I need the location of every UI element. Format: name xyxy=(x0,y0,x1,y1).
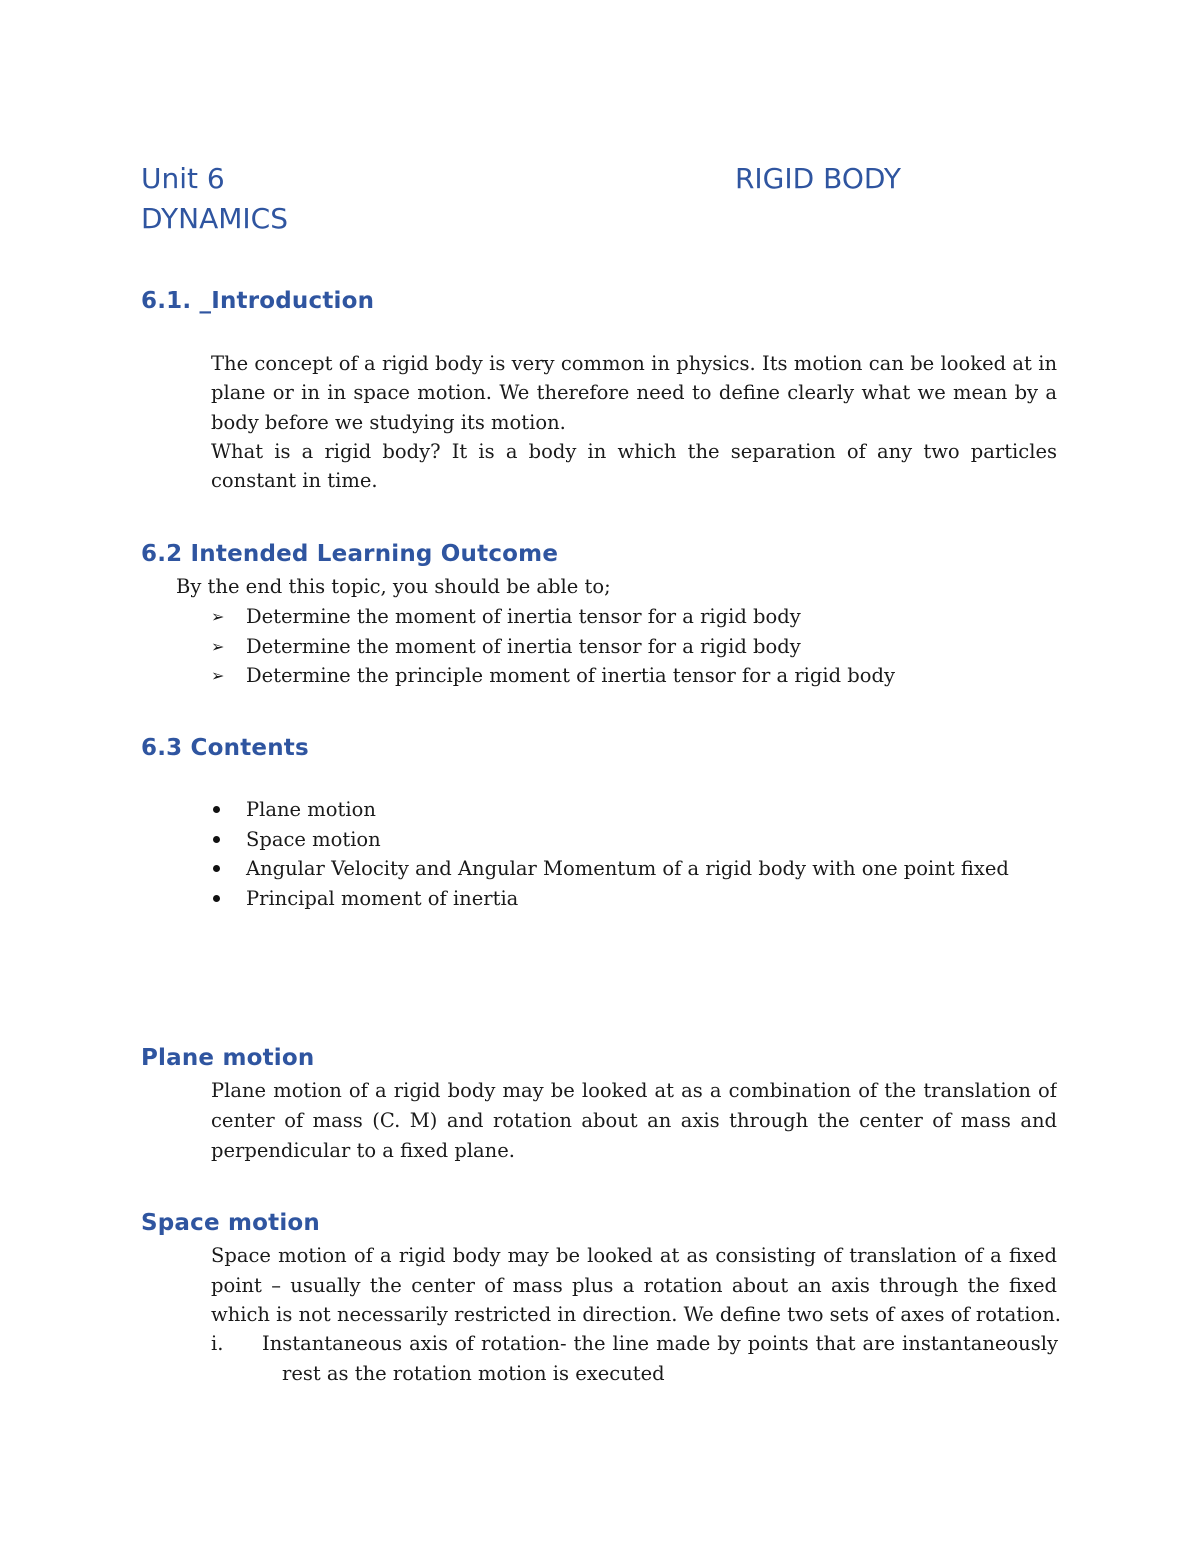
bullet-dot-icon xyxy=(213,806,220,813)
bullet-dot-icon xyxy=(213,836,220,843)
plane-line: perpendicular to a fixed plane. xyxy=(211,1139,515,1162)
section-heading-plane-motion: Plane motion xyxy=(141,1045,315,1071)
plane-line: Plane motion of a rigid body may be looked at as a combination of the translation of xyxy=(211,1079,1057,1102)
document-title xyxy=(141,162,901,195)
list-item: Space motion xyxy=(211,825,1009,855)
arrow-bullet-icon: ➢ xyxy=(211,636,225,656)
arrow-bullet-icon: ➢ xyxy=(211,607,225,626)
bullet-dot-icon xyxy=(213,865,220,872)
intro-line: plane or in in space motion. We therefore need to define clearly what we mean by a xyxy=(211,381,1057,404)
intro-line: constant in time. xyxy=(211,469,378,492)
section-heading-space-motion: Space motion xyxy=(141,1210,321,1236)
list-item: Plane motion xyxy=(211,795,1009,825)
arrow-bullet-icon: ➢ xyxy=(211,666,225,685)
section-heading-introduction: 6.1. _Introduction xyxy=(141,288,375,314)
outcome-list xyxy=(211,602,895,691)
bullet-dot-icon xyxy=(213,895,220,902)
axes-item-line: rest as the rotation motion is executed xyxy=(282,1362,665,1385)
space-line: which is not necessarily restricted in direction. We define two sets of axes of rotation. xyxy=(211,1303,1062,1326)
space-line: Space motion of a rigid body may be looked at as consisting of translation of a fixed xyxy=(211,1244,1057,1267)
section-heading-outcome: 6.2 Intended Learning Outcome xyxy=(141,541,559,567)
section-heading-contents: 6.3 Contents xyxy=(141,735,309,761)
intro-line: The concept of a rigid body is very common in physics. Its motion can be looked at in xyxy=(211,352,1057,375)
outcome-lead: By the end this topic, you should be able to; xyxy=(176,575,611,598)
axes-item-line: Instantaneous axis of rotation- the line made by points that are instantaneously xyxy=(262,1332,1058,1355)
intro-line: What is a rigid body? It is a body in which the separation of any two particles xyxy=(211,440,1057,463)
space-line: point – usually the center of mass plus a rotation about an axis through the fixed xyxy=(211,1274,1057,1297)
list-item: Principal moment of inertia xyxy=(211,884,1009,914)
list-item: ➢ Determine the principle moment of inertia tensor for a rigid body xyxy=(211,661,895,691)
list-item: Angular Velocity and Angular Momentum of a rigid body with one point fixed xyxy=(211,854,1009,884)
intro-line: body before we studying its motion. xyxy=(211,411,566,434)
list-item: ➢ Determine the moment of inertia tensor for a rigid body xyxy=(211,632,895,662)
list-item: ➢ Determine the moment of inertia tensor for a rigid body xyxy=(211,602,895,632)
roman-numeral-marker: i. xyxy=(211,1332,224,1355)
contents-list xyxy=(211,795,1009,913)
unit-label: Unit 6 xyxy=(141,162,225,195)
plane-line: center of mass (C. M) and rotation about an axis through the center of mass and xyxy=(211,1109,1057,1132)
unit-topic-part1: RIGID BODY xyxy=(734,162,901,195)
unit-topic-part2: DYNAMICS xyxy=(141,202,288,235)
